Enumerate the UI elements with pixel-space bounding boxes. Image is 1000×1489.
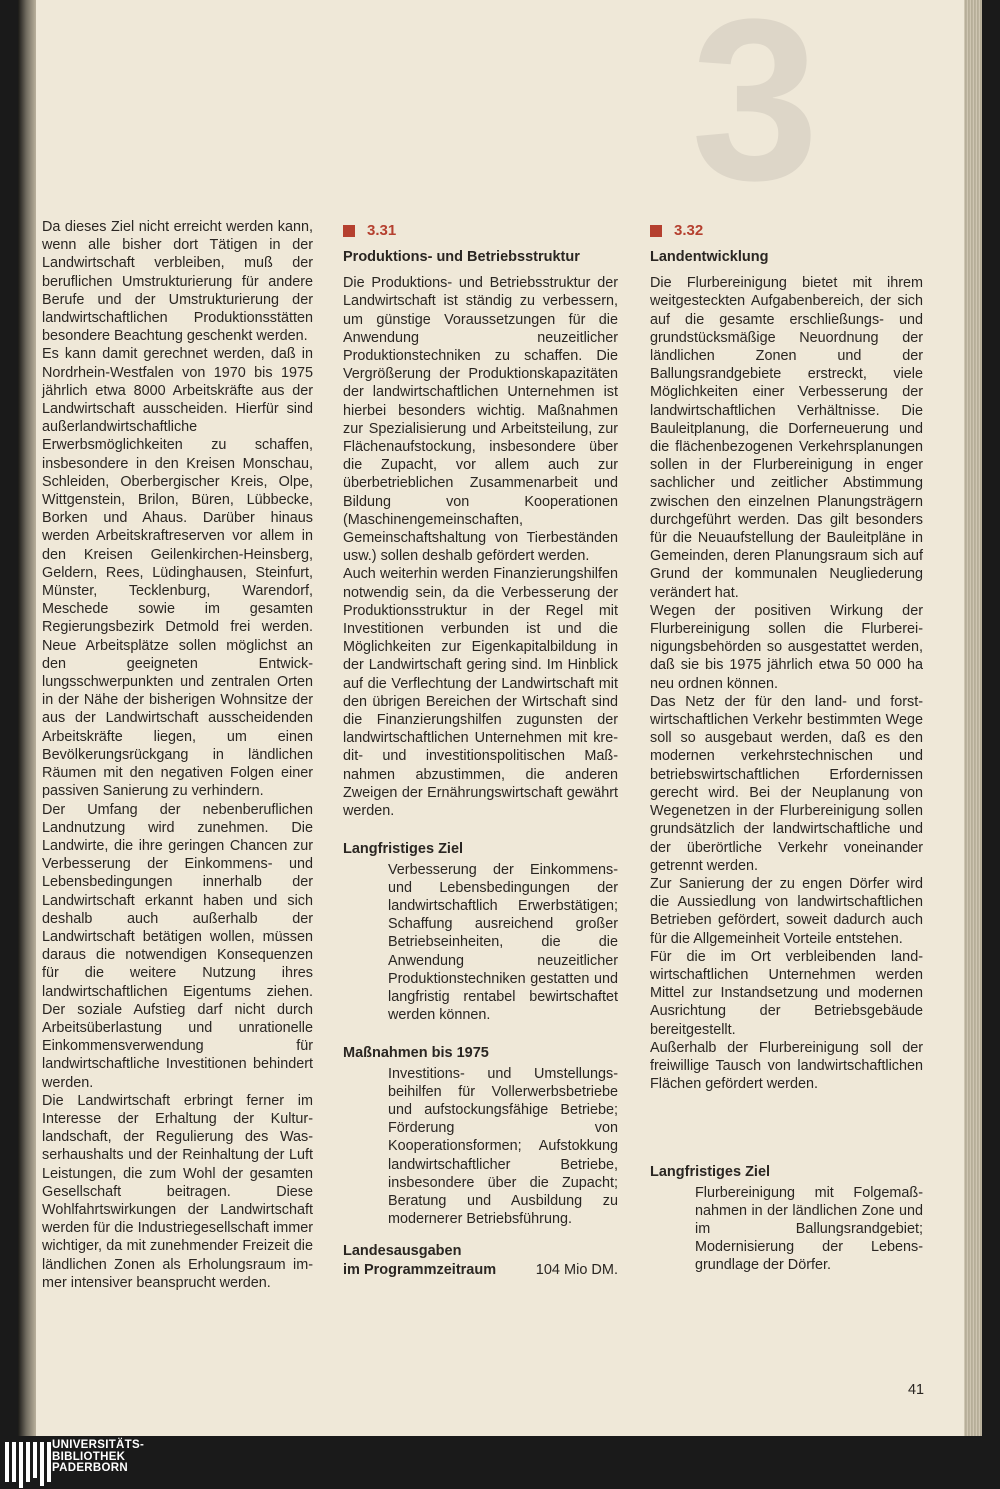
expenditure-label-1: Landesausgaben (343, 1243, 462, 1260)
expenditure-amount: 104 Mio DM. (535, 1261, 618, 1278)
section-marker-icon (343, 225, 355, 237)
col1-paragraph-3: Der Umfang der nebenberuflichen Landnutzung wird zunehmen. Die Landwirte, die ihre geringen Chancen zur Verbesserung der Einkommens- und Lebensbedingungen innerhalb der Landwirtschaft erkannt haben und sich deshalb auch außerhalb der Landwirtschaft betätigen wollen, müssen daraus die notwendigen Konsequenzen für die weitere Nutzung ihres landwirtschaftlichen Eigentums ziehen. Der soziale Aufstieg darf nicht durch Arbeitsüberlastung und unrationelle Einkommensverwendung für landwirtschaftliche Investitionen behindert werden. (42, 801, 313, 1091)
digitization-footer (0, 1436, 1000, 1489)
col2-paragraph-1: Die Produktions- und Betriebsstruktur der Landwirtschaft ist ständig zu verbessern, um günstige Voraussetzungen für die Anwendung neuzeitlicher Produktionstechniken zu schaffen. Die Vergrößerung der Produktionskapazitäten der landwirtschaftlichen Unternehmen ist hierbei besonders wichtig. Maßnahmen zur Spezialisierung und Arbeitsteilung, zur Flächenaufstockung, insbesondere über die Zupacht, vor allem auch zur überbetrieblichen Zusammenarbeit und Bildung von Kooperationen (Maschinengemeinschaften, Gemeinschaftshaltung von Tierbeständen usw.) sollen deshalb gefördert werden. (343, 275, 618, 565)
library-name-line-1: UNIVERSITÄTS- (52, 1439, 145, 1451)
page-edges (964, 0, 982, 1436)
col3-paragraph-6: Außerhalb der Flurbereinigung soll der freiwillige Tausch von landwirtschaftlichen Flächen gefördert werden. (650, 1039, 923, 1093)
col2-paragraph-2: Auch weiterhin werden Finanzierungshilfen notwendig sein, da die Verbesserung der Produktionsstruktur in der Regel mit Investitionen verbunden ist und die Möglichkeiten zur Eigenkapitalbildung in der Landwirtschaft gering sind. Im Hinblick auf die Verflechtung der Landwirtschaft mit den übrigen Bereichen der Wirtschaft sind die Finanzierungshilfen zugunsten der landwirtschaftlichen Unternehmen mit kredit- und investitionspolitischen Maßnahmen abzustimmen, die anderen Zweigen der Ernährungswirtschaft gewährt werden. (343, 566, 618, 820)
section-3-31-header (343, 218, 618, 244)
expenditure-block (343, 1242, 618, 1278)
col3-paragraph-2: Wegen der positiven Wirkung der Flurbereinigung sollen die Flurbereinigungsbehörden so ausgestattet werden, daß sie bis 1975 jährlich etwa 50 000 ha neu ordnen können. (650, 602, 923, 692)
section-title: Landentwicklung (650, 249, 769, 265)
col1-paragraph-1: Da dieses Ziel nicht erreicht werden kann, wenn alle bisher dort Tätigen in der Landwirtschaft verbleiben, muß der beruflichen Umstrukturierung für andere Berufe und der Umstrukturierung der landwirtschaftlichen Produktionsstätten besondere Beachtung geschenkt werden. (42, 219, 313, 345)
library-logo-icon (5, 1442, 51, 1488)
section-marker-icon (650, 225, 662, 237)
chapter-number: 3 (691, 0, 819, 228)
col1-paragraph-2: Es kann damit gerechnet werden, daß in Nordrhein-Westfalen von 1970 bis 1975 jährlich etwa 8000 Arbeitskräfte aus der Landwirtschaft ausscheiden. Hierfür sind außerlandwirtschaftliche Erwerbsmöglichkeiten zu schaffen, insbesondere in den Kreisen Monschau, Schleiden, Oberbergischer Kreis, Olpe, Wittgenstein, Brilon, Büren, Lübbecke, Borken und Ahaus. Darüber hinaus werden Arbeitskraftreserven vor allem in den Kreisen Geilenkirchen-Heinsberg, Geldern, Rees, Lüdinghausen, Steinfurt, Münster, Tecklenburg, Warendorf, Meschede sowie im gesamten Regierungsbezirk Detmold frei werden. Neue Arbeitsplätze sollen möglichst an den geeigneten Entwicklungsschwerpunkten und zentralen Orten in der Nähe der bisherigen Wohnsitze der aus der Landwirtschaft ausscheidenden Arbeitskräfte liegen, um einen Bevölkerungsrückgang in ländlichen Räumen mit den negativen Folgen einer passiven Sanierung zu verhindern. (42, 346, 313, 800)
library-name-line-2: BIBLIOTHEK (52, 1450, 126, 1463)
column-3 (650, 218, 923, 1275)
col1-paragraph-4: Die Landwirtschaft erbringt ferner im Interesse der Erhaltung der Kulturlandschaft, der Regulierung des Wasserhaushalts und der Reinhaltung der Luft Leistungen, die zum Wohl der gesamten Gesellschaft beitragen. Diese Wohlfahrtswirkungen der Landwirtschaft werden für die Industriegesellschaft immer wichtiger, da mit zunehmender Freizeit die ländlichen Zonen als Erholungsraum immer intensiver beansprucht werden. (42, 1092, 313, 1291)
book-spine-shadow (18, 0, 36, 1436)
goal-heading: Langfristiges Ziel (650, 1164, 771, 1181)
library-name-line-3: PADERBORN (52, 1462, 128, 1474)
section-3-32-header (650, 218, 923, 244)
expenditure-label-2: im Programmzeitraum (343, 1261, 497, 1278)
col3-paragraph-3: Das Netz der für den land- und forstwirtschaftlichen Verkehr bestimmten Wege soll so ausgebaut werden, daß es den modernen verkehrstechnischen und betriebswirtschaftlichen Erfordernissen gerecht wird. Bei der Neuplanung von Wegenetzen in der Flurbereinigung sollen grundsätzlich der landwirtschaftliche und der überörtliche Verkehr voneinander getrennt werden. (650, 693, 923, 874)
library-name (52, 1440, 144, 1475)
page-number: 41 (908, 1382, 925, 1398)
goal-text: Verbesserung der Einkommens- und Lebensbedingungen der landwirtschaftlich Erwerbstätigen; Schaffung ausreichend großer Betriebseinheiten, die die Anwendung neuzeitlicher Produktionstechniken gestatten und langfristig rentabel bewirtschaftet werden können. (388, 861, 618, 1024)
measures-text: Investitions- und Umstellungsbeihilfen für Vollerwerbsbetriebe und aufstockungsfähige Betriebe; Förderung von Kooperationsformen; Aufstokkung landwirtschaftlicher Betriebe, insbesondere über die Zupacht; Beratung und Ausbildung zu modernerer Betriebsführung. (388, 1065, 618, 1228)
section-number: 3.32 (674, 221, 704, 239)
column-1 (42, 218, 313, 1292)
measures-heading: Maßnahmen bis 1975 (343, 1045, 489, 1062)
section-title: Produktions- und Betriebsstruktur (343, 249, 580, 265)
col3-paragraph-1: Die Flurbereinigung bietet mit ihrem weitgesteckten Aufgabenbereich, der sich auf die gesamte erschließungs- und grundstücksmäßige Neuordnung der ländlichen Zonen und der Ballungsrandgebiete erstreckt, viele Möglichkeiten einer Verbesserung der landwirtschaftlichen Verhältnisse. Die Bauleitplanung, die Dorferneuerung und die flächenbezogenen Verkehrsplanungen sollen in der Flurbereinigung in enger sachlicher und zeitlicher Abstimmung zwischen den einzelnen Planungsträgern durchgeführt werden. Das gilt besonders für die Neuaufstellung der Bauleitpläne in Gemeinden, deren Planungsraum sich auf Grund der kommunalen Neugliederung verändert hat. (650, 275, 923, 601)
goal-heading: Langfristiges Ziel (343, 841, 464, 858)
column-2 (343, 218, 618, 1279)
section-number: 3.31 (367, 221, 397, 239)
goal-text: Flurbereinigung mit Folgemaßnahmen in der ländlichen Zone und im Ballungsrandgebiet; Modernisierung der Lebensgrundlage der Dörfer. (695, 1184, 923, 1274)
col3-paragraph-4: Zur Sanierung der zu engen Dörfer wird die Aussiedlung von landwirtschaftlichen Betrieben gefördert, soweit dadurch auch für die Allgemeinheit Vorteile entstehen. (650, 875, 923, 947)
col3-paragraph-5: Für die im Ort verbleibenden landwirtschaftlichen Unternehmen werden Mittel zur Instandsetzung und modernen Ausrichtung der Betriebsgebäude bereitgestellt. (650, 948, 923, 1038)
